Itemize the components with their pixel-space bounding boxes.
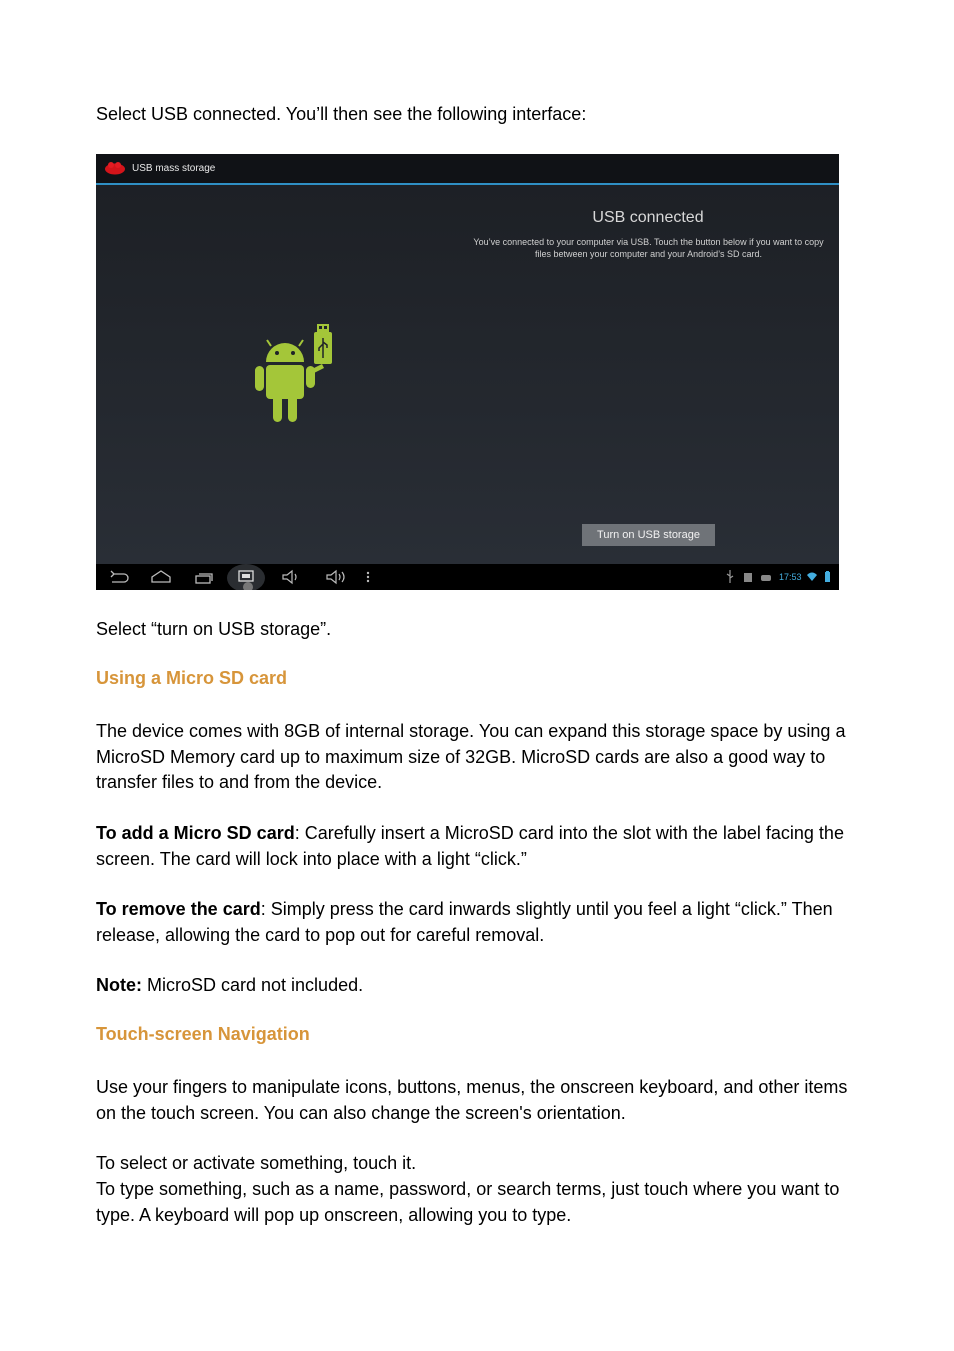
wifi-icon — [806, 568, 818, 586]
note-label: Note: — [96, 975, 142, 995]
turn-on-usb-storage-button[interactable]: Turn on USB storage — [582, 524, 715, 546]
volume-down-icon[interactable] — [280, 568, 302, 586]
usb-screenshot — [96, 154, 839, 590]
touch-navigation-heading: Touch-screen Navigation — [96, 1024, 310, 1044]
usb-connected-heading: USB connected — [592, 209, 704, 226]
remove-card-paragraph — [96, 897, 856, 948]
sd-card-icon — [742, 568, 754, 586]
app-logo-icon — [104, 161, 126, 175]
home-icon[interactable] — [150, 568, 172, 586]
select-activate-text: To select or activate something, touch it. — [96, 1153, 417, 1173]
recent-apps-icon[interactable] — [194, 568, 216, 586]
usb-icon — [724, 568, 736, 586]
type-something-text: To type something, such as a name, password, or search terms, just touch where you want to type. A keyboard will pop up onscreen, allowing you to type. — [96, 1179, 840, 1225]
remove-card-text: : Simply press the card inwards slightly until you feel a light “click.” Then release, allowing the card to pop out for careful removal. — [96, 899, 833, 945]
notification-icon — [760, 568, 772, 586]
title-bar — [96, 154, 839, 185]
android-usb-icon — [252, 324, 336, 424]
micro-sd-heading: Using a Micro SD card — [96, 668, 288, 688]
back-icon[interactable] — [108, 568, 130, 586]
add-card-label: To add a Micro SD card — [96, 823, 295, 843]
battery-icon — [823, 568, 831, 586]
add-card-text: : Carefully insert a MicroSD card into the slot with the label facing the screen. The card will lock into place with a light “click.” — [96, 823, 844, 869]
note-paragraph — [96, 973, 856, 999]
screenshot-icon[interactable] — [227, 564, 265, 590]
system-navigation-bar — [96, 564, 839, 590]
select-usb-storage-text: Select “turn on USB storage”. — [96, 619, 332, 639]
menu-icon[interactable] — [364, 568, 372, 586]
usb-connected-description: You’ve connected to your computer via USB. Touch the button below if you want to copy files between your computer and your Android’s SD card. — [473, 237, 824, 259]
add-card-paragraph — [96, 821, 856, 872]
intro-text: Select USB connected. You’ll then see the following interface: — [96, 104, 587, 124]
touch-navigation-intro: Use your fingers to manipulate icons, buttons, menus, the onscreen keyboard, and other items on the touch screen. You can also change the screen's orientation. — [96, 1077, 848, 1123]
clock: 17:53 — [779, 572, 802, 582]
remove-card-label: To remove the card — [96, 899, 261, 919]
note-text: MicroSD card not included. — [142, 975, 364, 995]
micro-sd-intro: The device comes with 8GB of internal storage. You can expand this storage space by using a MicroSD Memory card up to maximum size of 32GB. MicroSD cards are also a good way to transfer files to and from the device. — [96, 721, 846, 792]
volume-up-icon[interactable] — [324, 568, 348, 586]
title-bar-label: USB mass storage — [132, 163, 216, 174]
